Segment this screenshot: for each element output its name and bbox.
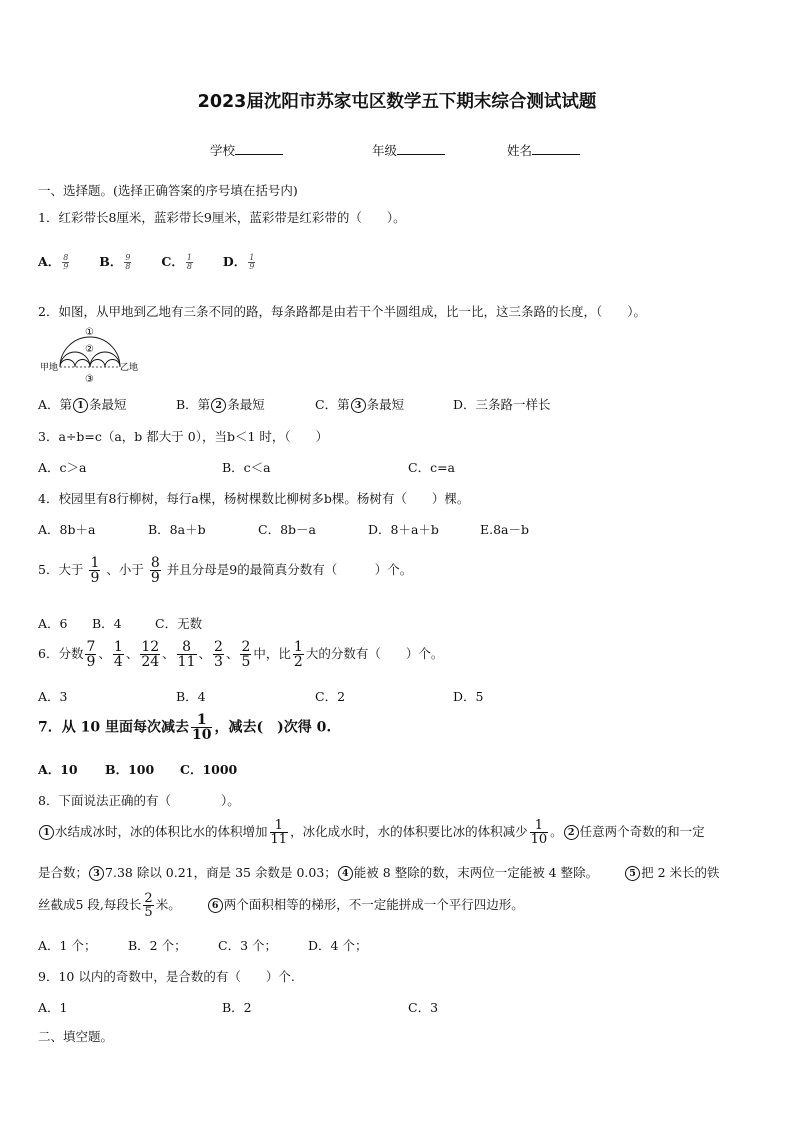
q3-option-c[interactable]: C．c=a (408, 460, 455, 475)
q8-item-3-num: 3 (89, 866, 104, 881)
q6-pre: 6．分数 (38, 646, 84, 661)
name-blank[interactable] (532, 143, 580, 155)
q6-cmp-num: 1 (293, 639, 303, 655)
q1-a-label: A． (38, 254, 61, 269)
figure-label-3: ③ (85, 374, 94, 385)
q5-mid: 、小于 (106, 562, 144, 577)
grade-field (372, 141, 445, 159)
q1-options (38, 252, 257, 271)
q1-b-fraction (124, 254, 131, 271)
q8-l1-a: 水结成冰时，冰的体积比水的体积增加 (55, 824, 268, 839)
q8-l1-c: 。 (550, 824, 563, 839)
q2-c-circle-num: 3 (351, 398, 366, 413)
q2-option-b[interactable] (176, 395, 265, 413)
q1-c-den: 8 (186, 262, 192, 271)
q2-semicircle-figure (38, 324, 150, 386)
q8-option-a[interactable]: A．1 个； (38, 938, 97, 953)
q4-option-a[interactable]: A．8b＋a (38, 522, 96, 537)
q1-b-num: 9 (125, 253, 131, 262)
q6-sep: 、 (162, 646, 175, 661)
q4-option-e[interactable]: E.8a－b (480, 522, 530, 537)
q6-option-a[interactable]: A．3 (38, 689, 68, 704)
q7-stem (38, 713, 331, 742)
q6-sep: 、 (198, 646, 212, 661)
q1-c-fraction (186, 254, 193, 271)
q8-l2-a: 是合数； (38, 865, 89, 880)
q2-c-pre: C．第 (315, 397, 350, 412)
q6-mid: 中，比 (253, 646, 291, 661)
q8-item-4-num: 4 (338, 866, 353, 881)
q6-f2-num: 1 (113, 639, 123, 655)
q8-l1-fraction-2 (530, 819, 549, 846)
q8-item-1-num: 1 (39, 825, 54, 840)
q5-f1-num: 1 (90, 555, 100, 571)
q6-stem (38, 640, 443, 669)
section-1-heading: 一、选择题。(选择正确答案的序号填在括号内) (38, 183, 298, 198)
q5-f1-den: 9 (90, 570, 100, 586)
q6-fraction-3 (140, 640, 160, 669)
q6-f2-den: 4 (113, 654, 123, 670)
q7-f-num: 1 (196, 712, 207, 728)
q6-option-d[interactable]: D．5 (453, 689, 484, 704)
q5-post: 并且分母是9的最简真分数有（ ）个。 (166, 562, 413, 577)
q2-b-post: 条最短 (227, 397, 265, 412)
q1-d-label: D． (222, 254, 247, 269)
q6-f4-num: 8 (182, 639, 192, 655)
q4-option-d[interactable]: D．8＋a＋b (368, 522, 439, 537)
q8-l3-f-den: 5 (144, 905, 153, 920)
school-label: 学校 (210, 143, 236, 158)
q1-stem: 1．红彩带长8厘米，蓝彩带长9厘米，蓝彩带是红彩带的（ ）。 (38, 210, 406, 225)
q8-item-6-num: 6 (208, 898, 223, 913)
q6-sep: 、 (225, 646, 239, 661)
q6-f6-den: 5 (241, 654, 251, 670)
figure-label-1: ① (85, 327, 94, 338)
q6-f5-den: 3 (214, 654, 223, 670)
q1-d-num: 1 (249, 253, 255, 262)
q7-option-b[interactable]: B．100 (105, 762, 155, 777)
name-field (507, 141, 580, 159)
q5-stem (38, 556, 412, 585)
q7-pre: 7．从 10 里面每次减去 (38, 719, 189, 736)
q7-option-c[interactable]: C．1000 (180, 762, 238, 777)
grade-blank[interactable] (397, 143, 445, 155)
q6-sep: 、 (125, 646, 139, 661)
q8-line-2 (38, 863, 720, 881)
q1-c-label: C． (161, 254, 184, 269)
q1-c-num: 1 (186, 253, 192, 262)
q6-fraction-5 (213, 640, 224, 669)
q7-fraction (191, 713, 212, 742)
q6-post: 大的分数有（ ）个。 (305, 646, 444, 661)
q6-f6-num: 2 (241, 639, 251, 655)
q4-option-c[interactable]: C．8b－a (258, 522, 316, 537)
q5-f2-den: 9 (150, 570, 160, 586)
q2-option-a[interactable] (38, 395, 127, 413)
q8-l1-f1-num: 1 (274, 818, 283, 833)
q3-stem: 3．a÷b=c（a，b 都大于 0），当b＜1 时，（ ） (38, 429, 329, 444)
q6-f3-den: 24 (141, 654, 160, 670)
q1-d-fraction (248, 254, 255, 271)
q8-line-3 (38, 892, 524, 919)
q8-l2-c: 能被 8 整除的数，末两位一定能被 4 整除。 (353, 865, 599, 880)
q2-option-d[interactable]: D．三条路一样长 (453, 397, 551, 412)
q2-a-circle-num: 1 (73, 398, 88, 413)
q8-l1-f2-num: 1 (534, 818, 543, 833)
q1-option-b[interactable] (99, 254, 133, 269)
q6-fraction-6 (240, 640, 251, 669)
q2-b-circle-num: 2 (211, 398, 226, 413)
q2-a-post: 条最短 (89, 397, 127, 412)
q6-compare-fraction (293, 640, 304, 669)
q8-stem: 8．下面说法正确的有（ ）。 (38, 793, 240, 808)
q1-option-a[interactable] (38, 254, 71, 269)
q5-option-b[interactable]: B．4 (92, 616, 122, 631)
q8-item-2-num: 2 (564, 825, 579, 840)
q6-option-b[interactable]: B．4 (176, 689, 206, 704)
q8-l2-b: 7.38 除以 0.21，商是 35 余数是 0.03； (105, 865, 337, 880)
q8-line-1 (38, 819, 705, 846)
q6-sep: 、 (98, 646, 111, 661)
q5-f2-num: 8 (150, 555, 160, 571)
q1-d-den: 9 (249, 262, 255, 271)
q6-f3-num: 12 (141, 639, 160, 655)
q1-option-d[interactable] (223, 254, 257, 269)
q9-option-a[interactable]: A．1 (38, 1000, 68, 1015)
q9-option-b[interactable]: B．2 (222, 1000, 252, 1015)
q6-cmp-den: 2 (293, 654, 303, 670)
q8-l1-fraction-1 (270, 819, 289, 846)
q8-option-d[interactable]: D．4 个； (308, 938, 368, 953)
q2-c-post: 条最短 (366, 397, 405, 412)
q3-option-b[interactable]: B．c＜a (222, 460, 271, 475)
name-label: 姓名 (507, 143, 533, 158)
school-blank[interactable] (235, 143, 283, 155)
figure-end-label: 乙地 (120, 363, 139, 373)
q6-f1-num: 7 (86, 639, 96, 655)
q5-fraction-1 (89, 556, 100, 585)
q8-option-c[interactable]: C．3 个； (218, 938, 277, 953)
q6-fraction-1 (85, 640, 96, 669)
q9-option-c[interactable]: C．3 (408, 1000, 439, 1015)
q8-l3-a: 丝截成5 段,每段长 (38, 897, 142, 912)
q6-fraction-4 (177, 640, 197, 669)
figure-label-2: ② (85, 344, 94, 355)
q1-b-label: B． (99, 254, 123, 269)
q8-l1-f2-den: 10 (530, 832, 548, 847)
q3-option-a[interactable]: A．c＞a (38, 460, 87, 475)
q8-l3-fraction (143, 892, 153, 919)
school-field (210, 141, 283, 159)
q4-option-b[interactable]: B．8a＋b (148, 522, 206, 537)
q1-b-den: 8 (125, 262, 131, 271)
q1-a-den: 9 (63, 262, 69, 271)
q6-f5-num: 2 (214, 639, 223, 655)
q5-pre: 5．大于 (38, 562, 84, 577)
q6-f4-den: 11 (177, 654, 196, 670)
q8-l1-f1-den: 11 (270, 832, 288, 847)
q8-l3-f-num: 2 (144, 891, 153, 906)
q6-option-c[interactable]: C．2 (315, 689, 346, 704)
q5-option-c[interactable]: C．无数 (155, 616, 203, 631)
q6-f1-den: 9 (86, 654, 96, 670)
q2-option-c[interactable] (315, 395, 404, 413)
q9-stem: 9．10 以内的奇数中，是合数的有（ ）个. (38, 969, 295, 984)
q5-option-a[interactable]: A．6 (38, 616, 68, 631)
q2-stem: 2．如图，从甲地到乙地有三条不同的路，每条路都是由若干个半圆组成，比一比，这三条路的长度，（ ）。 (38, 304, 646, 319)
q8-l1-d: 任意两个奇数的和一定 (579, 824, 705, 839)
section-2-heading: 二、填空题。 (38, 1029, 114, 1044)
q7-post: ，减去( )次得 0. (214, 719, 332, 736)
q8-l3-b: 米。 (155, 897, 181, 912)
q8-item-5-num: 5 (625, 866, 640, 881)
q7-f-den: 10 (191, 727, 212, 743)
q1-option-c[interactable] (161, 254, 195, 269)
q8-l3-c: 两个面积相等的梯形，不一定能拼成一个平行四边形。 (223, 897, 524, 912)
q1-a-num: 8 (63, 253, 69, 262)
page-title: 2023届沈阳市苏家屯区数学五下期末综合测试试题 (197, 92, 597, 112)
q1-a-fraction (62, 254, 69, 271)
grade-label: 年级 (372, 143, 398, 158)
q5-fraction-2 (150, 556, 161, 585)
q2-b-pre: B．第 (176, 397, 211, 412)
q8-l1-b: ，冰化成水时，水的体积要比冰的体积减少 (290, 824, 528, 839)
q4-stem: 4．校园里有8行柳树，每行a棵，杨树棵数比柳树多b棵。杨树有（ ）棵。 (38, 491, 470, 506)
q8-option-b[interactable]: B．2 个； (128, 938, 187, 953)
q2-a-pre: A．第 (38, 397, 73, 412)
q7-option-a[interactable]: A．10 (38, 762, 78, 777)
q8-l2-d: 把 2 米长的铁 (641, 865, 720, 880)
q6-fraction-2 (113, 640, 124, 669)
figure-start-label: 甲地 (40, 363, 59, 373)
